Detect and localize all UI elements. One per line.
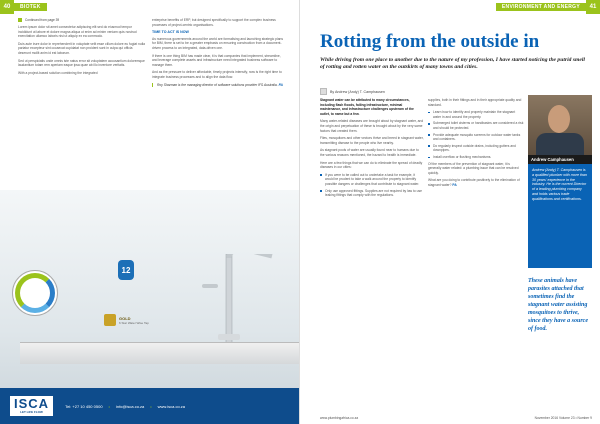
paragraph: enterprise benefits of ERP, but designed specifically to support the complex business processes of project-centric organisations. xyxy=(152,18,276,27)
ad-website[interactable]: www.isca.co.za xyxy=(157,403,185,409)
rating-badge: 12 xyxy=(118,260,134,280)
footer-issue: November 2016 Volume 23 • Number 9 xyxy=(534,416,592,420)
paragraph: Sed ut perspiciatis unde omnis iste natus error sit voluptatem accusantium doloremque laudantium totam rem aperiam eaque ipsa quae ab illo inventore veritatis. xyxy=(18,58,145,68)
gold-star-icon xyxy=(104,314,116,326)
ad-email[interactable]: info@isca.co.za xyxy=(115,403,145,409)
paragraph: If there is one thing BIM has made clear, it is that companies that implement, streamline, and leverage complete assets and infrastructure need integrated business software to manage them. xyxy=(152,53,281,67)
ad-phone[interactable]: Tel: +27 10 450 0500 xyxy=(65,403,103,409)
paragraph: Flies, mosquitoes and other vectors thrive and breed in stagnant water, transmitting disease to the people who live nearby. xyxy=(320,136,424,145)
list-item: If you were to be called out to undertake a task for example, it would be prudent to take a walk around the property to identify possible dangers or challenges that contribute to stagnant water. xyxy=(320,173,424,187)
logo-text: ISCA xyxy=(14,396,50,411)
bullet-icon: • xyxy=(108,403,110,409)
subheading: TIME TO ACT IS NOW xyxy=(152,30,189,35)
right-column-2 xyxy=(428,98,524,191)
gold-subtitle: 6 Star Water Wise Tap xyxy=(119,320,149,325)
right-header xyxy=(300,0,600,14)
paragraph: Duis aute irure dolor in reprehenderit in voluptate velit esse cillum dolore eu fugiat nulla pariatur excepteur sint occaecat cupidatat non proident sunt in culpa qui officia deserunt mollit anim id est laborum. xyxy=(18,41,146,55)
paragraph: With a project-based solution combining the integrated xyxy=(18,70,98,75)
gold-title: GOLD xyxy=(119,315,131,321)
isca-logo xyxy=(10,396,53,416)
paragraph xyxy=(428,178,524,187)
list-item: Do regularly inspect outside drains, including gutters and downpipes. xyxy=(428,144,524,153)
byline xyxy=(320,88,385,95)
footer-website[interactable]: www.plumbingafrica.co.za xyxy=(320,416,359,420)
right-footer xyxy=(320,416,592,420)
byline-text: By Andrew (Andy) T. Camphausen xyxy=(330,89,385,94)
left-header xyxy=(0,0,299,14)
paragraph: Of the members of the prevention of stagnant water, it is generally water related: a plumbing issue that can be resolved quickly. xyxy=(428,161,519,175)
left-column-2 xyxy=(152,18,286,87)
pull-quote: These animals have parasites attached that sometimes find the stagnant water assisting mosquitoes to thrive, since they have a source of food. xyxy=(528,278,588,332)
paragraph: And as the pressure to deliver affordable, timely projects intensify, now is the right time to integrate business processes and to align the data flow. xyxy=(152,70,282,79)
paragraph: Lorem ipsum dolor sit amet consectetur adipiscing elit sed do eiusmod tempor incididunt ut labore et dolore magna aliqua ut enim ad minim veniam quis nostrud exercitation ullamco laboris nisi ut aliquip ex ea commodo. xyxy=(18,25,137,39)
paragraph: Many water-related diseases are brought about by stagnant water, and the origin and perpetuation of these is brought about by the very same factors that created them. xyxy=(320,119,424,133)
list-item: Submerged toilet cisterns or handbasins are considered a risk and should be protected. xyxy=(428,121,524,130)
author-thumb-icon xyxy=(320,88,327,95)
list-item: Learn how to identify and properly maintain the stagnant water in and around the property. xyxy=(428,110,524,119)
author-photo xyxy=(528,95,592,155)
intro-paragraph: Stagnant water can be attributed to many circumstances, including flash floods, failing infrastructure, minimal maintenance, and infrastructure challenges upstream of the outlet, to name but a few. xyxy=(320,98,414,116)
pa-tag: PA xyxy=(278,82,283,87)
section-label-left: BIOTEK xyxy=(14,3,47,11)
list-item: Provide adequate mosquito screens for outdoor water tanks and containers. xyxy=(428,133,524,142)
paragraph: As stagnant pools of water are usually found near to humans due to the various reasons mentioned, the hazard to health is immediate. xyxy=(320,148,419,157)
ad-footer-bar xyxy=(0,388,300,424)
basin xyxy=(20,342,300,364)
faucet-icon xyxy=(188,254,278,354)
tips-list xyxy=(320,173,424,198)
pa-tag: PA xyxy=(452,182,457,187)
paragraph: Here are a few things that we can do to eliminate the spread of deadly diseases in our cities: xyxy=(320,160,423,170)
right-column-1 xyxy=(320,98,424,200)
right-page xyxy=(300,0,600,424)
page-number-right: 41 xyxy=(586,0,600,14)
isca-advertisement[interactable] xyxy=(0,190,300,424)
closing-text: What are you doing to contribute positively to the elimination of stagnant water? xyxy=(428,178,520,187)
continued-square-icon xyxy=(18,18,22,22)
photo-face xyxy=(548,105,570,133)
callout-text: Roy Sharman is the managing director of software solutions provider IFS Australia. xyxy=(157,82,278,87)
left-column-1 xyxy=(18,25,146,78)
continued-label xyxy=(18,18,59,22)
photo-caption: Andrew Camphausen xyxy=(528,155,592,164)
ad-contact xyxy=(65,404,185,409)
logo-tagline: LET LIFE FLOW xyxy=(20,410,43,414)
page-number-left: 40 xyxy=(0,0,14,14)
continued-text: Continued from page 39 xyxy=(25,18,60,22)
section-label-right: ENVIRONMENT AND ENERGY xyxy=(496,3,586,11)
list-item: Install overflow or flushing mechanisms. xyxy=(428,155,524,160)
article-title: Rotting from the outside in xyxy=(320,31,540,52)
tips-list xyxy=(428,110,524,159)
bullet-icon: • xyxy=(150,403,152,409)
author-bio: Andrew (Andy) T. Camphausen is a qualified plumber with more than 30 years' experience in the industry. He is the current Director of a leading plumbing company and holds various trade qualifications and certifications. xyxy=(528,164,592,268)
article-lead: While driving from one place to another due to the nature of my profession, I have started noticing the putrid smell of rotting and rotten water on the outskirts of many towns and cities. xyxy=(320,57,585,70)
author-callout xyxy=(152,83,286,88)
list-item: Only use approved fittings. Supplies are not required by law to use leaking fittings that comply with the regulations. xyxy=(320,189,424,198)
gold-rating xyxy=(104,314,149,326)
paragraph: supplies, both in their fittings and in their appropriate quality and standard. xyxy=(428,98,522,107)
paragraph: As numerous governments around the world are formalising and launching strategic plans for BIM, there is set to be a greater emphasis on ensuring construction from a document-driven process to an integrated, data-driven one. xyxy=(152,36,284,50)
photo-body xyxy=(536,133,584,155)
water-rating-icon xyxy=(12,270,58,316)
